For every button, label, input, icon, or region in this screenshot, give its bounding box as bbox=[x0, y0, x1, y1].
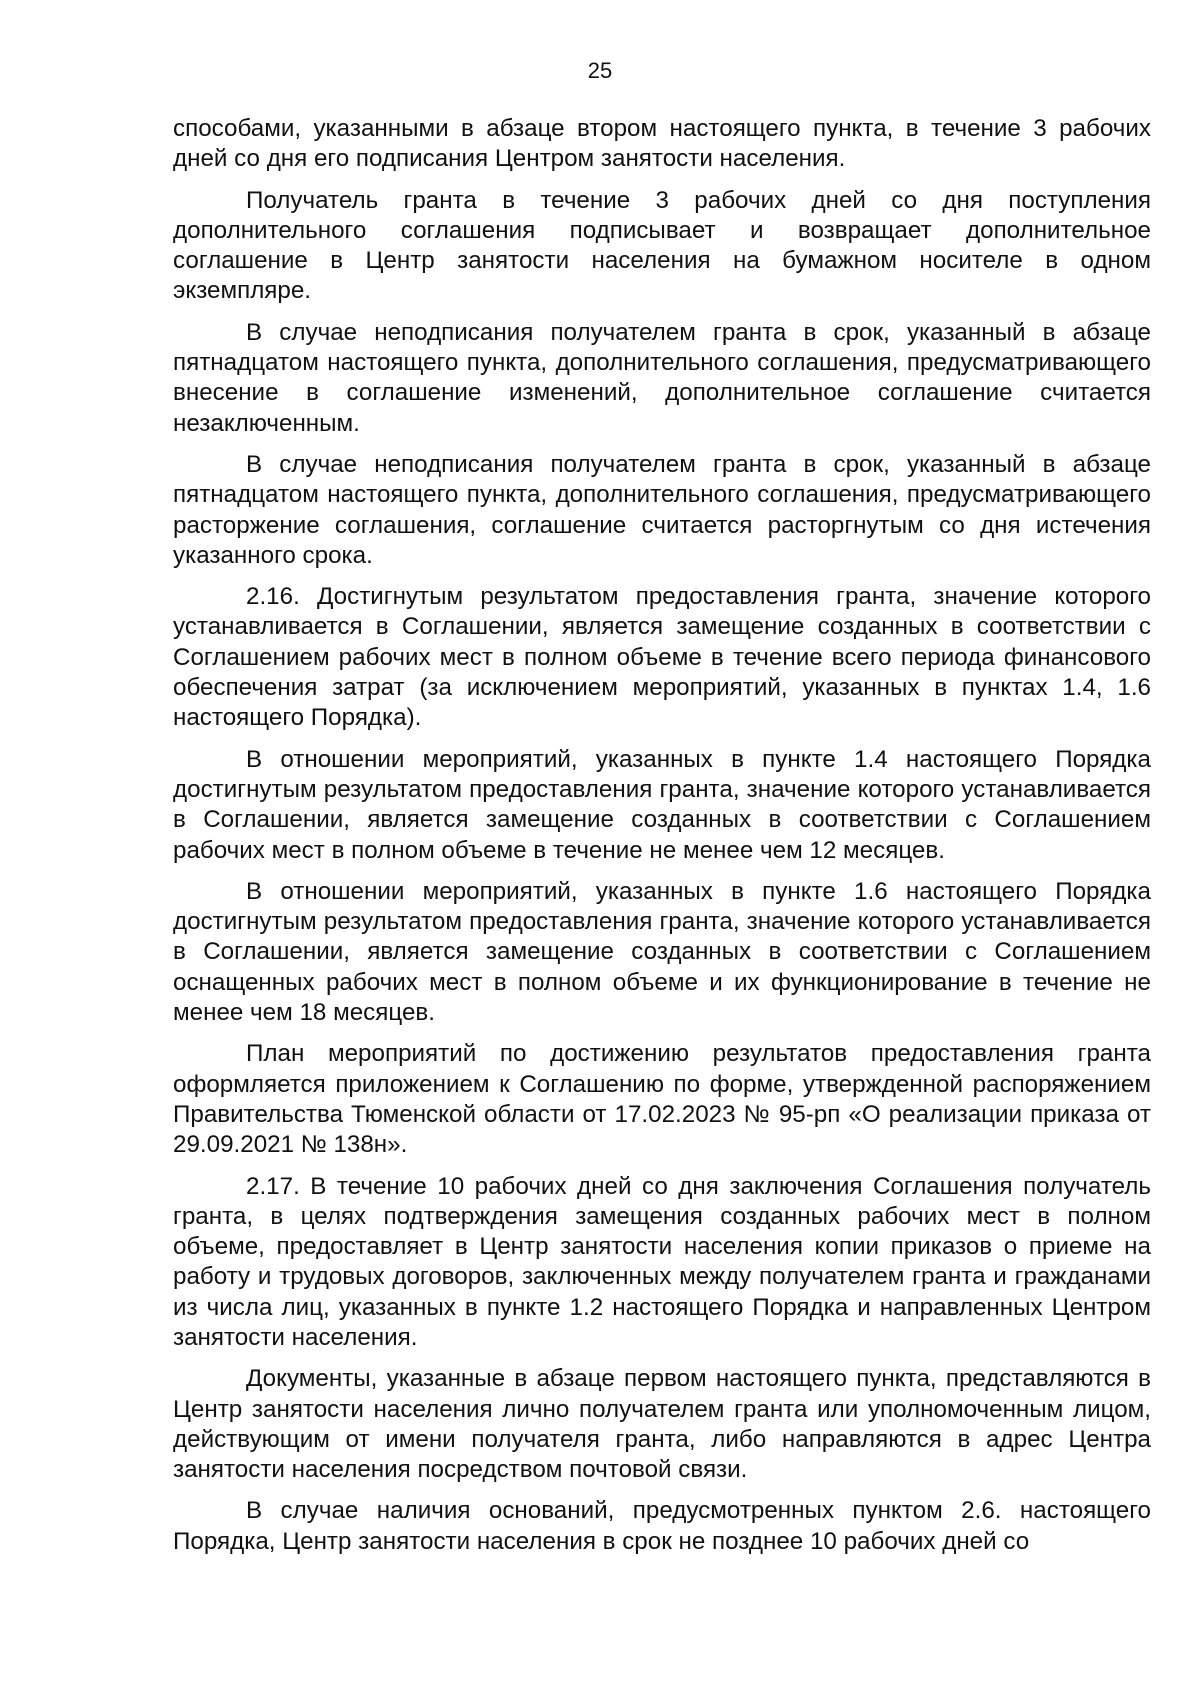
document-body bbox=[173, 114, 1151, 1557]
paragraph-section-2-16: 2.16. Достигнутым результатом предоставления гранта, значение которого устанавливается в Соглашении, является замещение созданных в соответствии с Соглашением рабочих мест в полном объеме в течение всего периода финансового обеспечения затрат (за исключением мероприятий, указанных в пунктах 1.4, 1.6 настоящего Порядка). bbox=[173, 583, 1151, 732]
paragraph: В отношении мероприятий, указанных в пункте 1.6 настоящего Порядка достигнутым результатом предоставления гранта, значение которого устанавливается в Соглашении, является замещение созданных в соответствии с Соглашением оснащенных рабочих мест в полном объеме и их функционирование в течение не менее чем 18 месяцев. bbox=[173, 877, 1151, 1027]
paragraph-section-2-17: 2.17. В течение 10 рабочих дней со дня заключения Соглашения получатель гранта, в целях подтверждения замещения созданных рабочих мест в полном объеме, предоставляет в Центр занятости населения копии приказов о приеме на работу и трудовых договоров, заключенных между получателем гранта и гражданами из числа лиц, указанных в пункте 1.2 настоящего Порядка и направленных Центром занятости населения. bbox=[173, 1172, 1151, 1351]
paragraph: План мероприятий по достижению результатов предоставления гранта оформляется приложением к Соглашению по форме, утвержденной распоряжением Правительства Тюменской области от 17.02.2023 № 95-рп «О реализации приказа от 29.09.2021 № 138н». bbox=[173, 1040, 1151, 1159]
paragraph: В отношении мероприятий, указанных в пункте 1.4 настоящего Порядка достигнутым результатом предоставления гранта, значение которого устанавливается в Соглашении, является замещение созданных в соответствии с Соглашением рабочих мест в полном объеме в течение не менее чем 12 месяцев. bbox=[173, 745, 1151, 864]
paragraph: Получатель гранта в течение 3 рабочих дней со дня поступления дополнительного соглашения подписывает и возвращает дополнительное соглашение в Центр занятости населения на бумажном носителе в одном экземпляре. bbox=[173, 186, 1151, 305]
paragraph: Документы, указанные в абзаце первом настоящего пункта, представляются в Центр занятости населения лично получателем гранта или уполномоченным лицом, действующим от имени получателя гранта, либо направляются в адрес Центра занятости населения посредством почтовой связи. bbox=[173, 1365, 1151, 1484]
paragraph: способами, указанными в абзаце втором настоящего пункта, в течение 3 рабочих дней со дня его подписания Центром занятости населения. bbox=[173, 115, 1151, 173]
paragraph: В случае неподписания получателем гранта в срок, указанный в абзаце пятнадцатом настоящего пункта, дополнительного соглашения, предусматривающего внесение в соглашение изменений, дополнительное соглашение считается незаключенным. bbox=[173, 318, 1151, 437]
paragraph: В случае наличия оснований, предусмотренных пунктом 2.6. настоящего Порядка, Центр занятости населения в срок не позднее 10 рабочих дней со bbox=[173, 1497, 1151, 1555]
paragraph: В случае неподписания получателем гранта в срок, указанный в абзаце пятнадцатом настоящего пункта, дополнительного соглашения, предусматривающего расторжение соглашения, соглашение считается расторгнутым со дня истечения указанного срока. bbox=[173, 450, 1151, 569]
page-number: 25 bbox=[587, 58, 613, 83]
